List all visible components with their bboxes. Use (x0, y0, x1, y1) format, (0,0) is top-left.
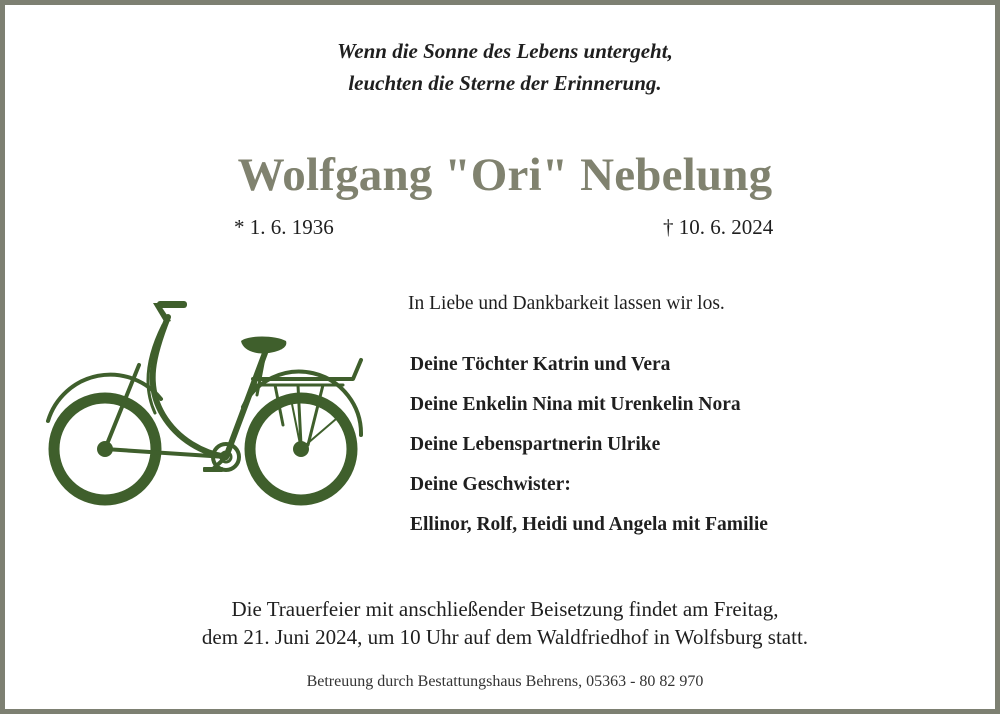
bicycle-icon (43, 295, 368, 513)
mourner-line: Deine Enkelin Nina mit Urenkelin Nora (410, 394, 741, 415)
mourner-line: Deine Geschwister: (410, 474, 571, 495)
mourner-line: Deine Lebenspartnerin Ulrike (410, 434, 661, 455)
deceased-name: Wolfgang "Ori" Nebelung (237, 149, 773, 201)
mourner-line: Deine Töchter Katrin und Vera (410, 354, 671, 375)
funeral-info-line-1: Die Trauerfeier mit anschließender Beisetzung findet am Freitag, (231, 597, 779, 621)
intro-text: In Liebe und Dankbarkeit lassen wir los. (408, 293, 725, 314)
motto-line-1: Wenn die Sonne des Lebens untergeht, (337, 39, 673, 63)
death-date: † 10. 6. 2024 (663, 215, 774, 239)
funeral-info-line-2: dem 21. Juni 2024, um 10 Uhr auf dem Waldfriedhof in Wolfsburg statt. (201, 625, 809, 649)
birth-date: * 1. 6. 1936 (234, 215, 334, 239)
motto-line-2: leuchten die Sterne der Erinnerung. (348, 71, 662, 95)
funeral-home-contact: Betreuung durch Bestattungshaus Behrens, 05363 - 80 82 970 (306, 673, 704, 690)
mourner-line: Ellinor, Rolf, Heidi und Angela mit Familie (410, 514, 768, 535)
